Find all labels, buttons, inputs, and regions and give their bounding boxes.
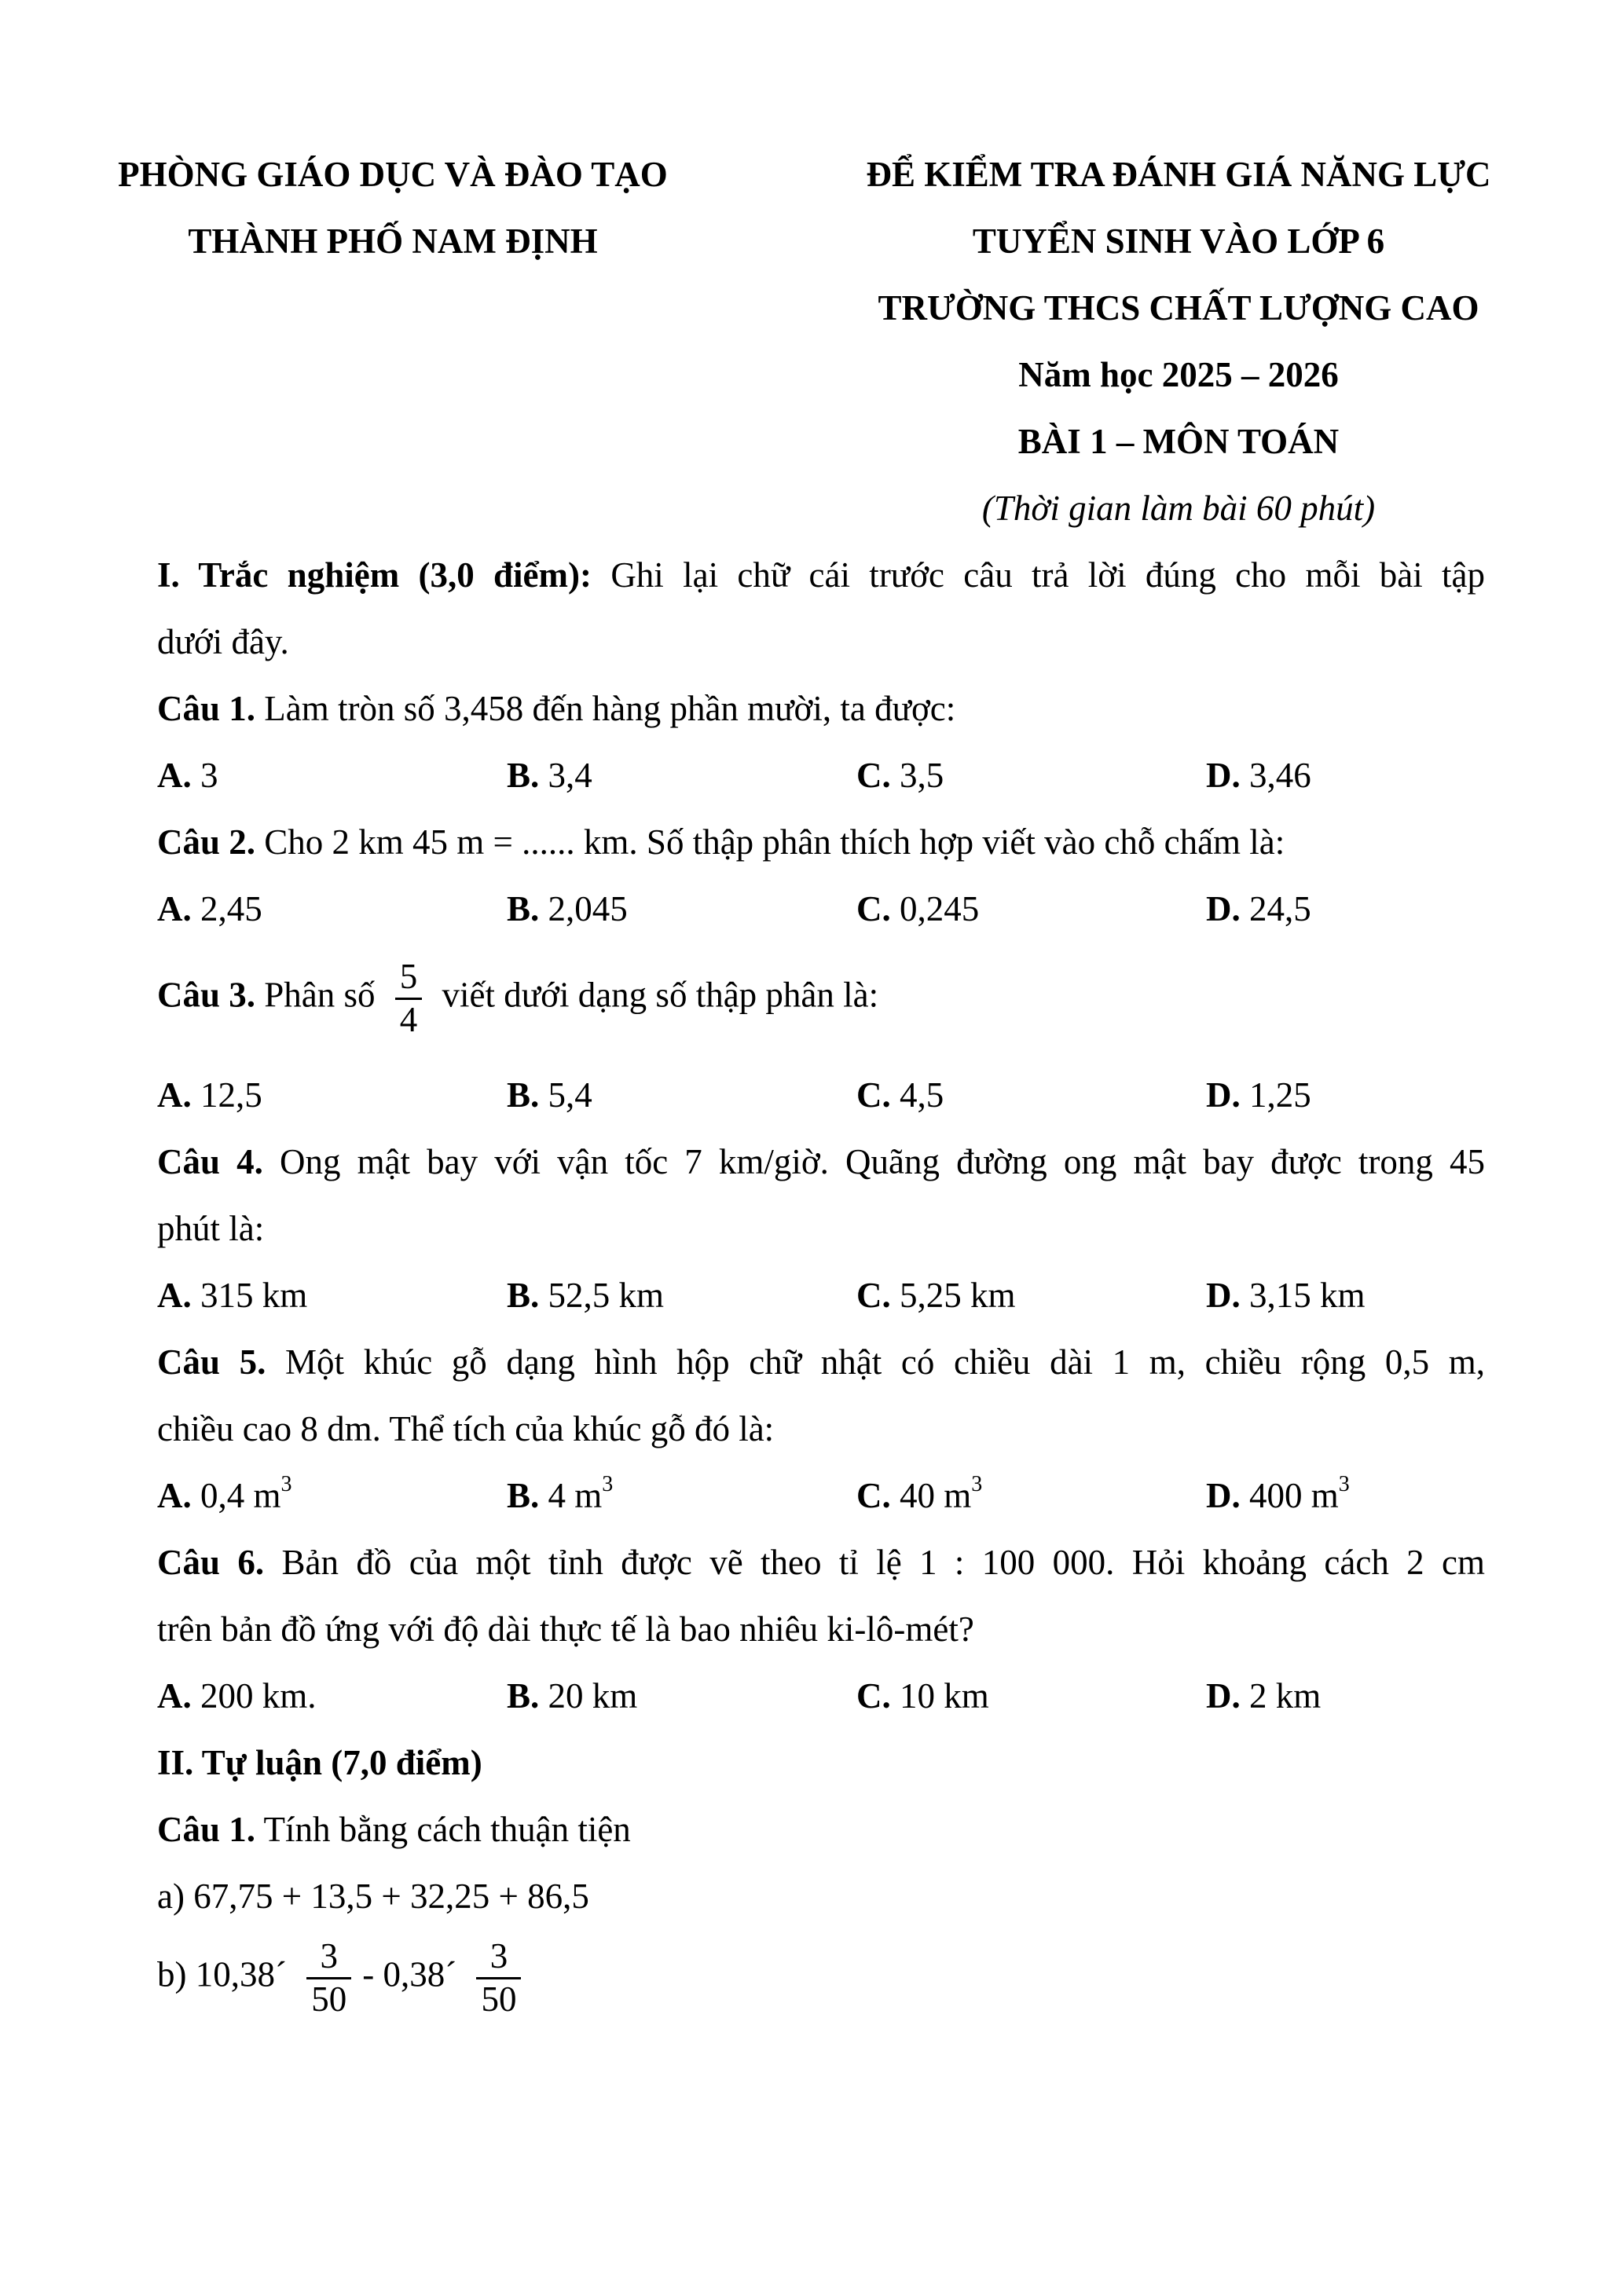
question-4-cont: phút là:	[157, 1209, 265, 1248]
essay-question-1	[157, 1808, 631, 1851]
question-label: Câu 2.	[157, 822, 256, 862]
q3-option-d: D. 1,25	[1206, 1075, 1311, 1115]
question-label: Câu 1.	[157, 689, 256, 728]
essay-part-a: a) 67,75 + 13,5 + 32,25 + 86,5	[157, 1877, 589, 1916]
q4-option-a: A. 315 km	[157, 1276, 308, 1315]
part1-heading	[157, 554, 1485, 596]
question-text: Bản đồ của một tỉnh được vẽ theo tỉ lệ 1 : 100 000. Hỏi khoảng cách 2 cm	[281, 1543, 1486, 1582]
question-label: Câu 4.	[157, 1142, 263, 1181]
q2-option-d: D. 24,5	[1206, 889, 1311, 928]
question-3	[157, 957, 878, 1041]
exam-subtitle: TUYỂN SINH VÀO LỚP 6	[972, 222, 1385, 261]
expr-prefix: b) 10,38´	[157, 1954, 287, 1994]
subject-title: BÀI 1 – MÔN TOÁN	[1017, 422, 1340, 461]
q5-option-b: B. 4 $m^3$	[507, 1472, 614, 1515]
q6-option-c: C. 10 km	[856, 1676, 989, 1716]
question-1	[157, 687, 955, 730]
question-label: Câu 5.	[157, 1342, 266, 1382]
essay-part-b	[157, 1936, 532, 2020]
part1-instruction-cont: dưới đây.	[157, 622, 289, 661]
question-text: Làm tròn số 3,458 đến hàng phần mười, ta được:	[264, 689, 956, 728]
q2-option-a: A. 2,45	[157, 889, 262, 928]
time-limit: (Thời gian làm bài 60 phút)	[981, 489, 1376, 528]
question-label: Câu 3.	[157, 975, 256, 1015]
q5-option-c: C. 40 $m^3$	[856, 1472, 983, 1515]
question-text: Ong mật bay với vận tốc 7 km/giờ. Quãng đường ong mật bay được trong 45	[279, 1142, 1485, 1181]
question-text: Cho 2 km 45 m = ...... km. Số thập phân thích hợp viết vào chỗ chấm là:	[264, 822, 1285, 862]
q1-option-d: D. 3,46	[1206, 756, 1311, 795]
question-5	[157, 1341, 1485, 1383]
department-name: PHÒNG GIÁO DỤC VÀ ĐÀO TẠO	[118, 155, 668, 194]
exam-title: ĐỂ KIỂM TRA ĐÁNH GIÁ NĂNG LỰC	[866, 155, 1491, 194]
q4-option-d: D. 3,15 km	[1206, 1276, 1366, 1315]
q2-option-b: B. 2,045	[507, 889, 628, 928]
q1-option-b: B. 3,4	[507, 756, 592, 795]
q5-option-a: A. 0,4 $m^3$	[157, 1472, 292, 1515]
question-text-before: Phân số	[264, 975, 376, 1015]
question-5-cont: chiều cao 8 dm. Thể tích của khúc gỗ đó là:	[157, 1409, 775, 1448]
part1-instruction: Ghi lại chữ cái trước câu trả lời đúng cho mỗi bài tập	[610, 555, 1486, 595]
question-text: Một khúc gỗ dạng hình hộp chữ nhật có chiều dài 1 m, chiều rộng 0,5 m,	[285, 1342, 1486, 1382]
question-label: Câu 1.	[157, 1810, 256, 1849]
school-name: TRƯỜNG THCS CHẤT LƯỢNG CAO	[878, 288, 1479, 328]
q3-option-a: A. 12,5	[157, 1075, 262, 1115]
question-text-after: viết dưới dạng số thập phân là:	[442, 975, 879, 1015]
q2-option-c: C. 0,245	[856, 889, 980, 928]
question-text: Tính bằng cách thuận tiện	[263, 1810, 631, 1849]
q3-option-b: B. 5,4	[507, 1075, 592, 1115]
expr-middle: - 0,38´	[362, 1954, 457, 1994]
q5-option-d: D. 400 $m^3$	[1206, 1472, 1350, 1515]
question-6	[157, 1541, 1485, 1584]
q6-option-a: A. 200 km.	[157, 1676, 317, 1716]
question-6-cont: trên bản đồ ứng với độ dài thực tế là bao nhiêu ki-lô-mét?	[157, 1609, 974, 1649]
q6-option-b: B. 20 km	[507, 1676, 638, 1716]
q3-option-c: C. 4,5	[856, 1075, 944, 1115]
fraction-3-50: $\frac{3}{50}$	[306, 1936, 351, 2020]
q6-option-d: D. 2 km	[1206, 1676, 1322, 1716]
school-year: Năm học 2025 – 2026	[1018, 355, 1339, 394]
city-name: THÀNH PHỐ NAM ĐỊNH	[188, 222, 598, 261]
q1-option-c: C. 3,5	[856, 756, 944, 795]
part2-title: II. Tự luận (7,0 điểm)	[157, 1743, 482, 1782]
fraction-3-50: $\frac{3}{50}$	[476, 1936, 521, 2020]
fraction-5-4: $\frac{5}{4}$	[395, 957, 423, 1041]
q4-option-c: C. 5,25 km	[856, 1276, 1016, 1315]
question-4	[157, 1141, 1485, 1183]
q4-option-b: B. 52,5 km	[507, 1276, 665, 1315]
q1-option-a: A. 3	[157, 756, 218, 795]
question-2	[157, 821, 1285, 863]
question-label: Câu 6.	[157, 1543, 265, 1582]
part1-title: I. Trắc nghiệm (3,0 điểm):	[157, 555, 592, 595]
